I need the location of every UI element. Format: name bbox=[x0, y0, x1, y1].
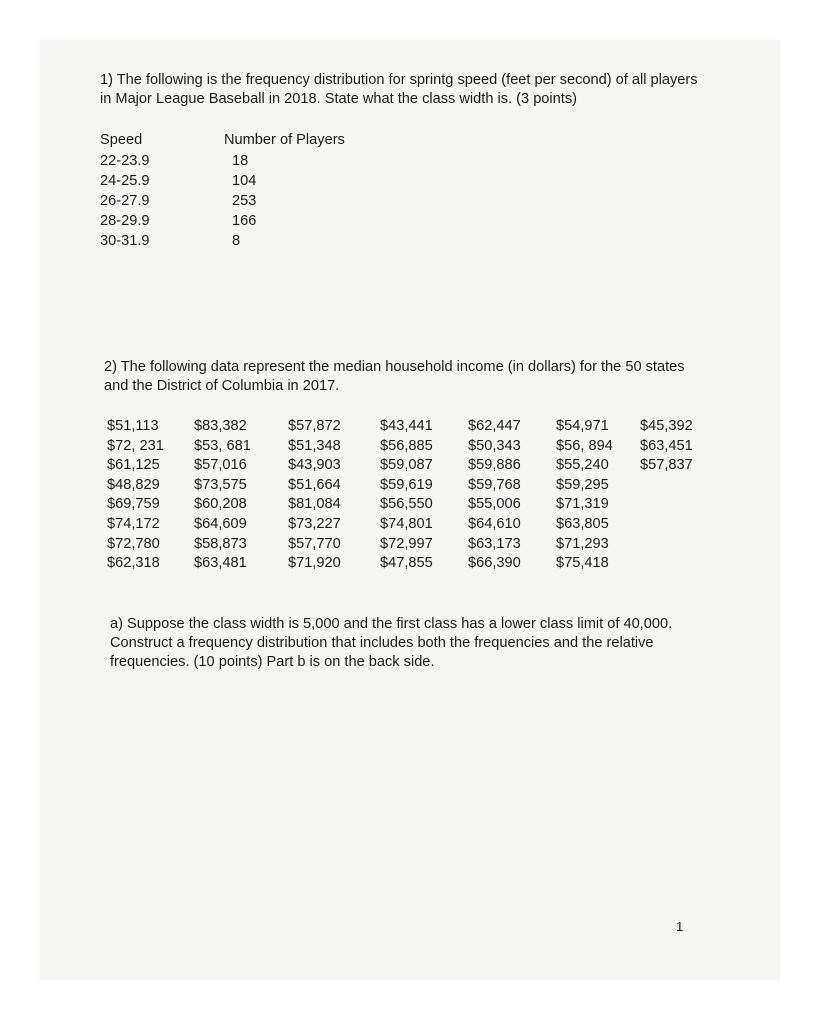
income-value: $63,173 bbox=[468, 535, 521, 552]
income-value: $57,770 bbox=[288, 535, 341, 552]
income-value: $57,872 bbox=[288, 418, 341, 434]
table-row bbox=[100, 213, 360, 233]
income-value: $72,997 bbox=[380, 535, 433, 552]
income-value: $64,610 bbox=[468, 516, 521, 532]
players-cell: 166 bbox=[232, 213, 257, 229]
income-value: $51,113 bbox=[107, 418, 159, 434]
speed-cell: 22-23.9 bbox=[100, 153, 150, 169]
income-value: $73,575 bbox=[194, 476, 247, 493]
income-value: $57,837 bbox=[640, 457, 693, 474]
income-value: $55,240 bbox=[556, 457, 609, 474]
income-value: $59,886 bbox=[468, 457, 521, 474]
income-value: $73,227 bbox=[288, 516, 341, 532]
income-value: $45,392 bbox=[640, 418, 693, 434]
income-value: $43,441 bbox=[380, 418, 433, 434]
income-value: $51,664 bbox=[288, 476, 341, 493]
income-value: $61,125 bbox=[107, 457, 160, 474]
income-value: $56,885 bbox=[380, 437, 433, 454]
income-value: $59,619 bbox=[380, 476, 433, 493]
income-value: $66,390 bbox=[468, 555, 521, 572]
players-cell: 253 bbox=[232, 193, 257, 209]
players-cell: 18 bbox=[232, 153, 249, 169]
players-column-header: Number of Players bbox=[224, 132, 345, 148]
table-row bbox=[100, 173, 360, 193]
income-value: $63,481 bbox=[194, 555, 247, 572]
income-value: $60,208 bbox=[194, 496, 247, 513]
income-value: $63,805 bbox=[556, 516, 609, 532]
income-value: $63,451 bbox=[640, 437, 693, 454]
income-value: $81,084 bbox=[288, 496, 341, 513]
page-number: 1 bbox=[676, 919, 684, 934]
speed-cell: 24-25.9 bbox=[100, 173, 150, 189]
income-value: $64,609 bbox=[194, 516, 247, 532]
speed-cell: 30-31.9 bbox=[100, 233, 150, 249]
income-value: $72,780 bbox=[107, 535, 160, 552]
income-value: $75,418 bbox=[556, 555, 609, 572]
table-row bbox=[100, 153, 360, 173]
income-value: $53, 681 bbox=[194, 437, 251, 454]
income-value: $59,087 bbox=[380, 457, 433, 474]
income-value: $51,348 bbox=[288, 437, 341, 454]
income-value: $55,006 bbox=[468, 496, 521, 513]
income-value: $74,801 bbox=[380, 516, 433, 532]
income-value: $50,343 bbox=[468, 437, 521, 454]
question-1-text: 1) The following is the frequency distribution for sprintg speed (feet per second) of all players in Major League Baseball in 2018. State what the class width is. (3 points) bbox=[100, 72, 698, 107]
income-value: $72, 231 bbox=[107, 437, 164, 454]
income-value: $59,295 bbox=[556, 476, 609, 493]
income-value: $62,318 bbox=[107, 555, 160, 572]
income-value: $56, 894 bbox=[556, 437, 613, 454]
income-value: $58,873 bbox=[194, 535, 247, 552]
income-value: $71,293 bbox=[556, 535, 609, 552]
question-2a-text: a) Suppose the class width is 5,000 and the first class has a lower class limit of 40,000. Construct a frequency distribution that includes both the frequencies and the relative frequencies. (10 points) Part b is on the back side. bbox=[110, 616, 673, 670]
players-cell: 8 bbox=[232, 233, 241, 249]
income-value: $83,382 bbox=[194, 418, 247, 434]
players-cell: 104 bbox=[232, 173, 257, 189]
income-value: $71,319 bbox=[556, 496, 609, 513]
income-value: $59,768 bbox=[468, 476, 521, 493]
table-row bbox=[100, 193, 360, 213]
income-value: $74,172 bbox=[107, 516, 160, 532]
question-2-text: 2) The following data represent the median household income (in dollars) for the 50 states and the District of Columbia in 2017. bbox=[104, 359, 685, 394]
income-value: $48,829 bbox=[107, 476, 160, 493]
income-value: $47,855 bbox=[380, 555, 433, 572]
income-value: $69,759 bbox=[107, 496, 160, 513]
table-row bbox=[100, 233, 360, 253]
income-value: $62,447 bbox=[468, 418, 521, 434]
speed-column-header: Speed bbox=[100, 132, 143, 148]
income-value: $43,903 bbox=[288, 457, 341, 474]
income-value: $71,920 bbox=[288, 555, 341, 572]
speed-cell: 26-27.9 bbox=[100, 193, 150, 209]
income-value: $54,971 bbox=[556, 418, 609, 434]
income-value: $56,550 bbox=[380, 496, 433, 513]
speed-cell: 28-29.9 bbox=[100, 213, 150, 229]
income-value: $57,016 bbox=[194, 457, 247, 474]
